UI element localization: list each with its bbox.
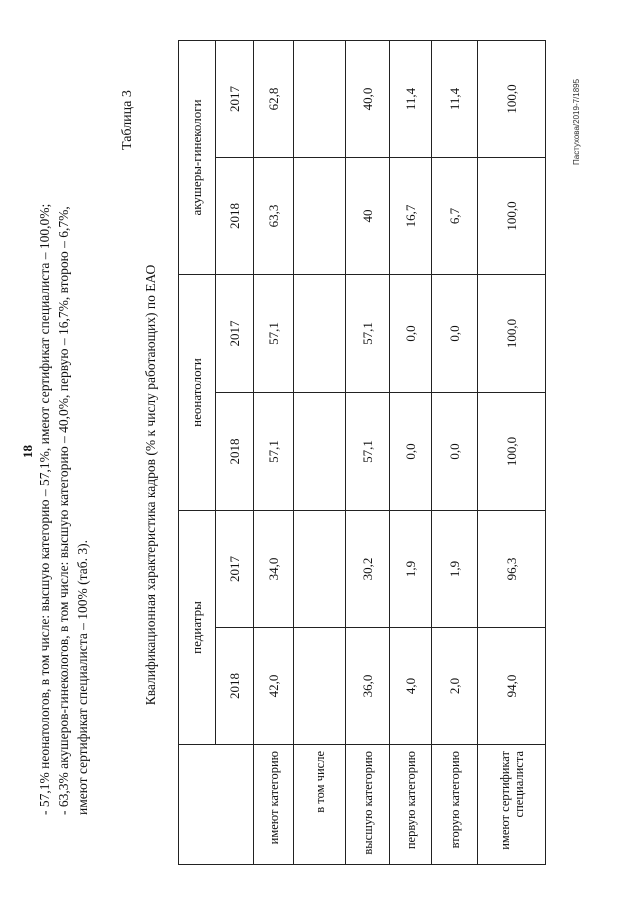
value-cell: 62,8 (254, 40, 294, 157)
group-neonatologists: неонатологи (179, 274, 216, 510)
value-cell: 1,9 (390, 510, 432, 627)
value-cell: 94,0 (478, 628, 546, 745)
value-cell: 4,0 (390, 628, 432, 745)
table-title: Квалификационная характеристика кадров (% к числу работающих) по ЕАО (143, 264, 158, 706)
table-header-years (216, 40, 254, 864)
corner-cell (179, 745, 254, 865)
row-label: высшую категорию (346, 745, 390, 865)
value-cell: 40 (346, 157, 390, 274)
table-row (432, 40, 478, 864)
value-cell: 1,9 (432, 510, 478, 627)
value-cell: 100,0 (478, 392, 546, 510)
row-label: первую категорию (390, 745, 432, 865)
value-cell: 100,0 (478, 157, 546, 274)
value-cell: 57,1 (346, 392, 390, 510)
value-cell: 0,0 (390, 274, 432, 392)
row-label: имеют категорию (254, 745, 294, 865)
page-number: 18 (20, 445, 35, 458)
footer-reference: Пастухова/2019-7/1895 (572, 78, 581, 165)
value-cell: 57,1 (346, 274, 390, 392)
year-cell: 2017 (216, 510, 254, 627)
value-cell: 2,0 (432, 628, 478, 745)
table-row (390, 40, 432, 864)
value-cell: 100,0 (478, 40, 546, 157)
paragraph-certificate: имеют сертификат специалиста – 100% (таб. 3). (75, 540, 90, 815)
value-cell (294, 274, 346, 392)
value-cell: 16,7 (390, 157, 432, 274)
value-cell: 63,3 (254, 157, 294, 274)
value-cell: 0,0 (432, 392, 478, 510)
value-cell (294, 392, 346, 510)
value-cell: 11,4 (390, 40, 432, 157)
year-cell: 2018 (216, 628, 254, 745)
value-cell: 0,0 (432, 274, 478, 392)
row-label: имеют сертификат специалиста (478, 745, 546, 865)
value-cell: 6,7 (432, 157, 478, 274)
value-cell (294, 628, 346, 745)
table-label: Таблица 3 (120, 90, 135, 150)
qualification-table (178, 40, 546, 865)
table-row (294, 40, 346, 864)
value-cell: 57,1 (254, 274, 294, 392)
year-cell: 2017 (216, 274, 254, 392)
value-cell: 100,0 (478, 274, 546, 392)
value-cell (294, 510, 346, 627)
value-cell (294, 157, 346, 274)
year-cell: 2018 (216, 157, 254, 274)
table-row (254, 40, 294, 864)
value-cell: 34,0 (254, 510, 294, 627)
group-obstetricians: акушеры-гинекологи (179, 40, 216, 274)
value-cell (294, 40, 346, 157)
value-cell: 11,4 (432, 40, 478, 157)
value-cell: 42,0 (254, 628, 294, 745)
year-cell: 2018 (216, 392, 254, 510)
year-cell: 2017 (216, 40, 254, 157)
value-cell: 40,0 (346, 40, 390, 157)
table-header-groups (179, 40, 216, 864)
row-label: вторую категорию (432, 745, 478, 865)
paragraph-obstetricians: - 63,3% акушеров-гинекологов, в том числе: высшую категорию – 40,0%, первую – 16,7%, второю – 6,7%, (56, 206, 71, 815)
row-label: в том числе (294, 745, 346, 865)
value-cell: 57,1 (254, 392, 294, 510)
value-cell: 96,3 (478, 510, 546, 627)
value-cell: 30,2 (346, 510, 390, 627)
value-cell: 36,0 (346, 628, 390, 745)
paragraph-neonatologists: - 57,1% неонатологов, в том числе: высшую категорию – 57,1%, имеют сертификат специалиста – 100,0%; (37, 203, 52, 815)
group-pediatricians: педиатры (179, 510, 216, 744)
table-row (346, 40, 390, 864)
value-cell: 0,0 (390, 392, 432, 510)
table-row (478, 40, 546, 864)
